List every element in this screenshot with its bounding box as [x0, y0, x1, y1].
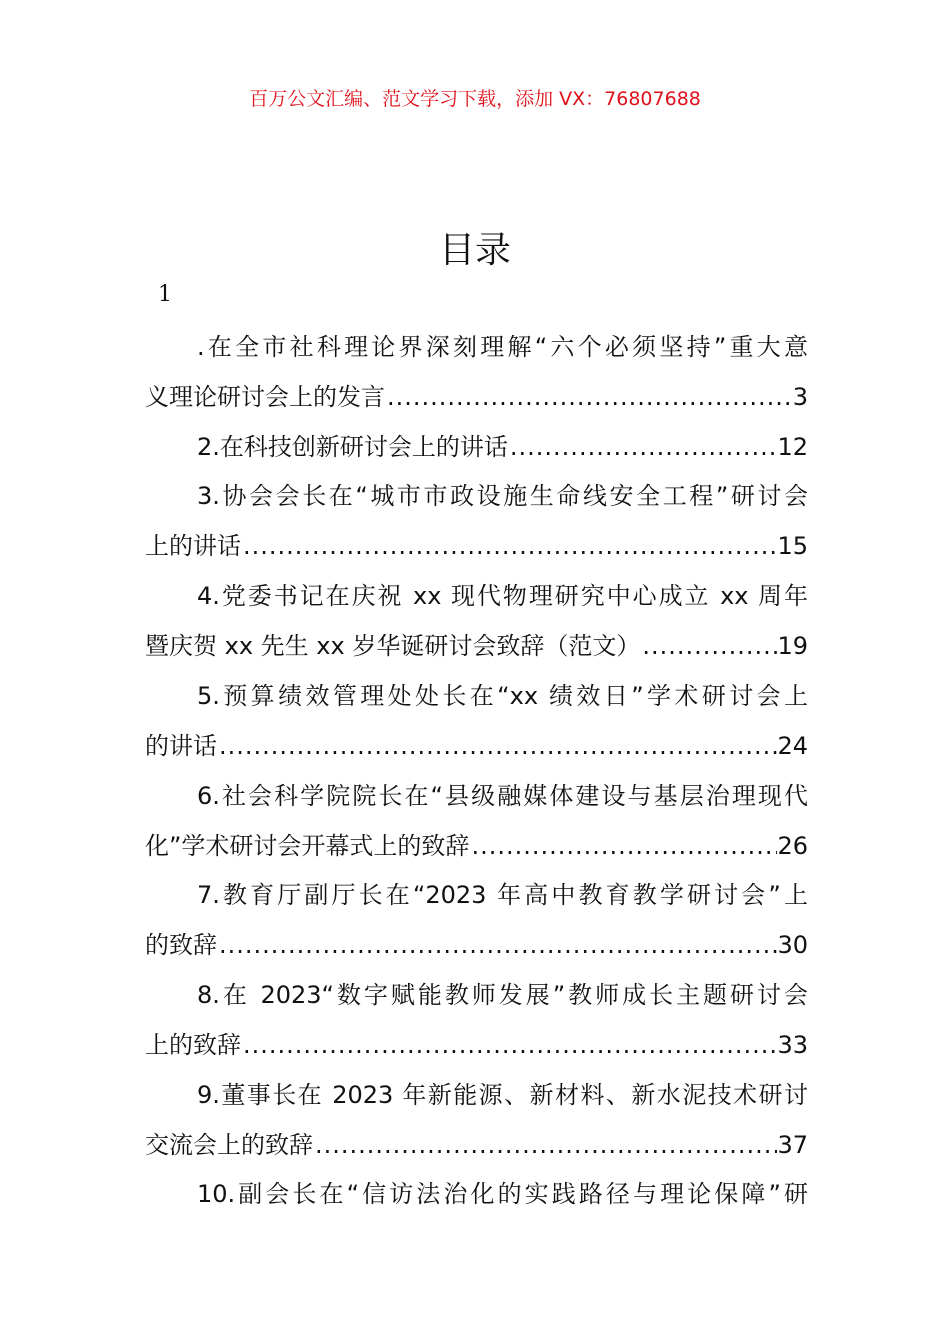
- toc-entry[interactable]: [145, 870, 808, 970]
- toc-entry-title: 3.协会会长在“城市市政设施生命线安全工程”研讨会: [197, 482, 808, 511]
- toc-entry-title: 7.教育厅副厅长在“2023 年高中教育教学研讨会”上: [197, 881, 808, 910]
- header-watermark-text: 百万公文汇编、范文学习下载，添加 VX：76807688: [249, 88, 701, 110]
- toc-page-number: 12: [777, 432, 808, 461]
- leader-dots: [508, 422, 778, 472]
- table-of-contents: [145, 322, 808, 1219]
- toc-entry-row: [197, 422, 808, 472]
- toc-entry[interactable]: [145, 970, 808, 1070]
- toc-page-number: 15: [777, 532, 808, 561]
- toc-entry[interactable]: [145, 322, 808, 422]
- toc-entry-title-cont: 义理论研讨会上的发言: [145, 383, 385, 411]
- leader-dots: [241, 521, 777, 571]
- toc-entry-title-cont: 的致辞: [145, 931, 217, 960]
- leader-dots: [217, 721, 777, 771]
- leader-dots: [313, 1120, 777, 1170]
- toc-page-number: 19: [777, 632, 808, 661]
- leader-dots: [640, 621, 777, 671]
- toc-entry-title-cont: 上的讲话: [145, 532, 241, 561]
- toc-entry[interactable]: [145, 422, 808, 472]
- toc-entry-title-cont: 暨庆贺 xx 先生 xx 岁华诞研讨会致辞（范文）: [145, 632, 641, 661]
- toc-entry[interactable]: [145, 1169, 808, 1219]
- toc-entry-title: 2.在科技创新研讨会上的讲话: [197, 432, 508, 461]
- list-marker: 1: [158, 282, 172, 307]
- page-title: 目录: [438, 230, 511, 271]
- toc-entry-title: 8.在 2023“数字赋能教师发展”教师成长主题研讨会: [197, 980, 808, 1009]
- toc-page-number: 24: [777, 731, 808, 760]
- toc-entry[interactable]: [145, 771, 808, 871]
- toc-entry-continuation: [145, 372, 808, 422]
- toc-entry[interactable]: [145, 471, 808, 571]
- toc-entry-continuation: [145, 920, 808, 970]
- leader-dots: [469, 821, 777, 871]
- leader-dots: [241, 1020, 777, 1070]
- toc-entry[interactable]: [145, 1070, 808, 1170]
- toc-entry-title: 4.党委书记在庆祝 xx 现代物理研究中心成立 xx 周年: [197, 582, 808, 611]
- toc-entry-title-cont: 化”学术研讨会开幕式上的致辞: [145, 831, 470, 860]
- toc-page-number: 3: [792, 383, 808, 411]
- toc-entry-title: 5.预算绩效管理处处长在“xx 绩效日”学术研讨会上: [197, 681, 808, 710]
- toc-entry-continuation: [145, 521, 808, 571]
- toc-entry-continuation: [145, 1120, 808, 1170]
- toc-entry-title: 6.社会科学院院长在“县级融媒体建设与基层治理现代: [197, 781, 808, 810]
- toc-entry-title-cont: 交流会上的致辞: [145, 1130, 313, 1159]
- leader-dots: [217, 920, 777, 970]
- toc-entry-continuation: [145, 721, 808, 771]
- toc-entry-title-cont: 的讲话: [145, 731, 217, 760]
- toc-page-number: 26: [777, 831, 808, 860]
- toc-entry[interactable]: [145, 671, 808, 771]
- leader-dots: [385, 372, 793, 422]
- toc-entry-title: 9.董事长在 2023 年新能源、新材料、新水泥技术研讨: [197, 1080, 808, 1109]
- toc-entry-title: .在全市社科理论界深刻理解“六个必须坚持”重大意: [197, 333, 808, 361]
- toc-entry-continuation: [145, 1020, 808, 1070]
- toc-entry-title: 10.副会长在“信访法治化的实践路径与理论保障”研: [197, 1180, 808, 1209]
- toc-entry-title-cont: 上的致辞: [145, 1030, 241, 1059]
- toc-page-number: 33: [777, 1030, 808, 1059]
- toc-page-number: 30: [777, 931, 808, 960]
- toc-page-number: 37: [777, 1130, 808, 1159]
- toc-entry-continuation: [145, 821, 808, 871]
- toc-entry-continuation: [145, 621, 808, 671]
- toc-entry[interactable]: [145, 571, 808, 671]
